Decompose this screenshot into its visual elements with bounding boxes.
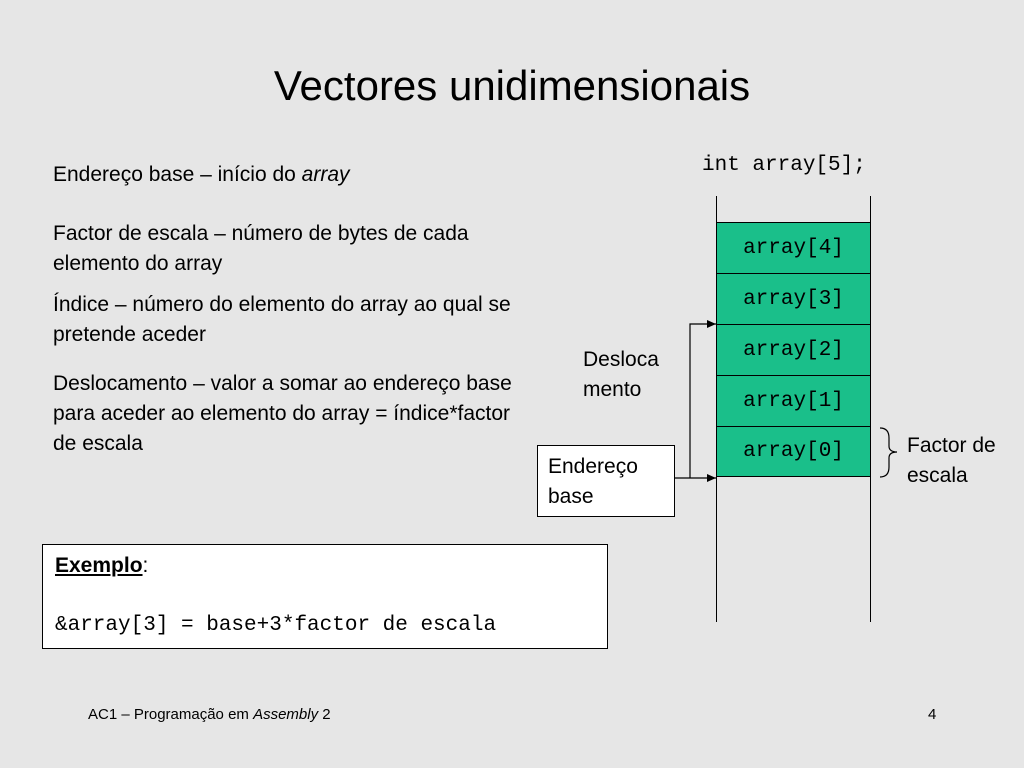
offset-label-line1: Desloca [583, 348, 659, 371]
bullet-base-address-italic: array [301, 163, 350, 186]
base-label-line1: Endereço [548, 455, 638, 478]
footer-page-number: 4 [928, 706, 937, 723]
footer-course-text: AC1 – Programação em [88, 706, 254, 723]
example-code: &array[3] = base+3*factor de escala [55, 614, 497, 637]
slide-title: Vectores unidimensionais [273, 62, 751, 109]
array-cell-1: array[1] [717, 375, 870, 426]
example-heading: Exemplo [55, 554, 143, 577]
footer-course-italic: Assembly [253, 706, 319, 723]
bullet-offset: Deslocamento – valor a somar ao endereço base para aceder ao elemento do array = índice*factor de escala [53, 372, 512, 455]
bullet-base-address-text: Endereço base – início do [53, 163, 302, 186]
bullet-index: Índice – número do elemento do array ao qual se pretende aceder [53, 293, 511, 346]
scale-label-line1: Factor de [907, 434, 996, 457]
bullet-scale-factor: Factor de escala – número de bytes de cada elemento do array [53, 222, 469, 275]
example-box [42, 544, 608, 649]
example-title [55, 551, 595, 581]
array-cell-2: array[2] [717, 324, 870, 375]
base-label-line2: base [548, 485, 594, 508]
array-cell-4: array[4] [717, 222, 870, 273]
array-cell-3: array[3] [717, 273, 870, 324]
footer-course-suffix: 2 [318, 706, 331, 723]
offset-label-line2: mento [583, 378, 642, 401]
scale-label-line2: escala [907, 464, 968, 487]
footer-course [88, 705, 331, 725]
array-declaration: int array[5]; [702, 154, 866, 177]
offset-arrow [690, 324, 716, 478]
array-cell-0: array[0] [717, 426, 870, 477]
scale-factor-brace [880, 428, 897, 477]
example-colon: : [142, 554, 149, 577]
